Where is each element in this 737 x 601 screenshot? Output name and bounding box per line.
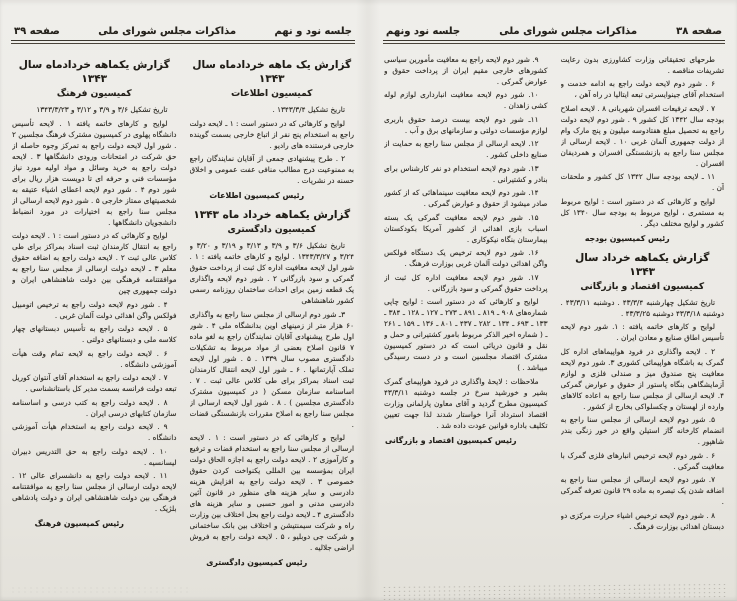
- paragraph: ۵. شور دوم لایحه ارسالی از مجلس سنا راجع به انضمام کارخانه گاز استیلن واقع در خور زنگی بندر شاهپور .: [560, 415, 724, 446]
- paragraph: طرحهای تحقیقاتی وزارت کشاورزی بدون رعایت تشریفات مناقصه .: [560, 54, 724, 75]
- paragraph: لوایح و کارهائی که در دستور است : ۱ ـ لایحه دولت راجع به استخدام پنج نفر از اتباع خارجی بسمت گوینده خارجی فرستنده های رادیو .: [189, 118, 354, 150]
- paragraph: ۶ . لایحه دولت راجع به لایحه تمام وقت هیأت آموزشی دانشگاه .: [12, 348, 177, 369]
- paragraph: ۷ . لایحه ترفیعات افسران شهربانی ۸ . لایحه اصلاح بودجه سال ۱۳۴۲ کل کشور ۹ . شور دوم لایحه دولت راجع به تحصیل مبلغ هفتادوسه میلیون و پنج مارک وام از دولت جمهوری آلمان غربی ۱۰ . لایحه ارسالی از مجلس سنا راجع به بازنشستگی افسران و همردیفان افسران .: [560, 103, 724, 168]
- paragraph: ۱۱ . لایحه دولت راجع به دانشسرای عالی ۱۲ . لایحه دولت ارسالی از مجلس سنا راجع به موافقتنامه فرهنگی بین دولت شاهنشاهی ایران و دولت پادشاهی بلژیک .: [12, 471, 177, 513]
- text-columns: [10, 51, 356, 589]
- paragraph: ۶ . شور دوم لایحه ترخیص انبارهای فلزی گمرک با معافیت گمرکی .: [560, 450, 724, 471]
- paragraph: ۱۷. شور دوم لایحه معافیت اداره کل ثبت از پرداخت حقوق گمرکی و سود بازرگانی .: [384, 272, 548, 293]
- paragraph: لوایح و کارهائی که در دستور است : ۱ . لایحه دولت راجع به انتقال کارمندان ثبت اسناد بمراکز برای طی کلاس عالی ثبت ۲ . لایحه دولت راجع به اضافه حقوق معلم ۳ ـ لایحه دولت ارسالی از مجلس سنا راجع به موافقتنامه فرهنگی بین دولت شاهنشاهی ایران و دولت جمهوری چین: [12, 231, 177, 295]
- page-number: صفحه ۳۸: [676, 26, 722, 37]
- paragraph: تاریخ تشکیل ۱۳۴۳/۳/۴ .: [272, 105, 345, 114]
- paragraph: لوایح و کارهائی که در دستور است : ۱ . لایحه ارسالی از مجلس سنا راجع به استخدام قضات و ترفیع و کارآموزی ۲ . لایحه دولت راجع به اجازه الحاق دولت ایران بمؤسسه بین المللی یکنواخت کردن حقوق خصوصی ۳ . لایحه دولت راجع به افزایش هزینه دادرسی و سایر هزینه های منظور در قانون آئین دادرسی مدنی و امور حسبی و سایر هزینه های دادگستری ۴ ـ لایحه دولت راجع بحل اختلاف بین وزارت راه و شرکت سیمنتیشن و اختلاف بین بانک ساختمانی و شرکت جی دوبلیو ، ۵ . لایحه دولت راجع به فروش اراضی جلالیه .: [189, 433, 354, 552]
- page-title: مذاکرات مجلس شورای ملی: [499, 26, 638, 37]
- signature-line: رئیس کمیسیون دادگستری: [206, 558, 308, 567]
- report-heading: گزارش یکماهه خرداد ماه ۱۳۴۳: [193, 209, 351, 221]
- paragraph: ملاحظات : لایحهٔ واگذاری در فرود هواپیمای گمرک بشیر و خورشید سرخ در جلسه دوشنبه ۴۳/۳/۱۱ کمیسیون مطرح گردید و آقای معاون پارلمانی وزارت اقتصاد استرداد آنرا خواستار شدند لذا جهت تعیین تکلیف باداره قوانین عودت داده شد .: [384, 376, 548, 430]
- paragraph: ۸ . شور دوم لایحه ترخیص اشیاء حرارت مرکزی دو دبستان اهدائی بوزارت فرهنگ .: [560, 510, 724, 531]
- paragraph: تاریخ تشکیل چهارشنبه ۴۳/۳/۴ . دوشنبه ۴۳/۳/۱۱ . دوشنبه ۴۳/۳/۱۸ دوشنبه ۴۳/۳/۲۵ .: [560, 297, 724, 318]
- paragraph: ۷ . لایحه دولت راجع به استخدام آقای آنتوان کوریل تبعه دولت فرانسه بسمت مدیر کل باستانشناسی .: [12, 373, 177, 393]
- paragraph: ۹ . لایحه دولت راجع به استخدام هیأت آموزشی دانشگاه .: [12, 422, 177, 442]
- report-heading: گزارش یکماهه خرداد سال ۱۳۴۳: [575, 251, 710, 278]
- paragraph: ۱۰ . لایحه دولت راجع به حق التدریس دبیران لیسانسیه .: [12, 446, 177, 467]
- commission-name: کمیسیون دادگستری: [227, 225, 316, 235]
- paragraph: ۱۶. شور دوم لایحه ترخیص یک دستگاه فولکس واگن اهدائی دولت آلمان غربی بوزارت فرهنگ .: [384, 248, 548, 268]
- paragraph: لوایح و کارهائی که در دستور است : لوایح چاپی شماره‌های ۹۰۸ ـ ۸۱۹ ـ ۸۹۱ ـ ۲۷۳ ـ ۱۲۷ ـ ۱۲۸ ـ ۳۸۴ ـ ۱۳۳ ـ ۶۹۳ ـ ۱۳۴ ـ ۲۸۲ ـ ۴۳۷ ـ ۸۰۱ ـ ۱۳۶ ـ ۱۵۹ ـ ۲۶۱ ـ ( شماره اخیر الذکر مربوط بامور کشتیرانی و حمل و نقل و قانون دریائی است که در دستور کمیسیون مشترک اقتصاد مجلسین است و در دست رسیدگی میباشد . ): [384, 297, 548, 372]
- column-left: [384, 51, 548, 589]
- paragraph: ۱۰. شور دوم لایحه معافیت انبارداری لوازم لوله کشی زاهدان .: [384, 90, 548, 110]
- paragraph: ۴ . شور دوم لایحه دولت راجع به ترخیص اتومبیل فولکس واگن اهدائی دولت آلمان غربی .: [12, 299, 177, 320]
- signature-line: رئیس کمیسیون بودجه: [584, 233, 670, 243]
- paragraph: ۹. شور دوم لایحه راجع به معافیت مأمورین سیاسی کشورهای خارجی مقیم ایران از پرداخت حقوق و عوارض گمرکی .: [384, 54, 548, 86]
- paragraph: ۲ . طرح پیشنهادی جمعی از آقایان نمایندگان راجع به ممنوعیت درج مطالب منافی عفت عمومی و اخلاق حسنه در نشریات .: [189, 154, 354, 185]
- page-header: [382, 26, 726, 40]
- commission-name: کمیسیون اطلاعات: [231, 89, 313, 99]
- paragraph: ۷. شور دوم لایحه ارسالی از مجلس سنا راجع به اضافه شدن یک تبصره به ماده ۲۹ قانون تعرفه گمرکی .: [560, 475, 724, 506]
- paragraph: ۳ـ شور دوم ارسالی از مجلس سنا راجع به واگذاری ۶۰ هزار متر از زمینهای اوین بدانشگاه ملی ۴ . شور اول طرح پیشنهادی آقایان نمایندگان راجع به لغو ماده ۷ قانون اصلاح بعضی از مواد مربوط به تشکیلات دادگستری مصوب سال ۱۳۳۹ . ۵ . شور اول لایحه تملک آپارتمانها . ۶ ـ شور اول لایحه انتقال کارمندان ثبت اسناد بمراکز برای طی کلاس عالی ثبت . ۷ . اساسنامه سازمان مسکن ( در کمیسیون مشترک دادگستری مجلسین ) . ۸ . شور اول لایحه ارسالی از مجلس سنا راجع به اصلاح مقررات بازنشستگی قضات .: [189, 309, 354, 429]
- paragraph: ۱۳. شور دوم لایحه استخدام دو نفر کارشناس برای بنادر و کشتیرانی .: [384, 163, 548, 184]
- report-heading: گزارش یکماهه خردادماه سال ۱۳۴۳: [18, 59, 170, 85]
- paragraph: تاریخ تشکیل ۳/۶ و ۳/۹ و ۳/۱۳ و ۳/۱۹ و ۳/۲۰ و ۳/۲۴ و ۱۳۴۳/۳/۲۷ . لوایح و کارهای خاتمه یافته : ۱ . شور اول لایحه معافیت اداره کل ثبت از پرداخت حقوق گمرکی و سود بازرگانی ۲ . شور دوم لایحه واگذاری یک قطعه زمین برای احداث ساختمان روزنامه رسمی کشور شاهنشاهی: [189, 241, 354, 305]
- column-right: [190, 51, 355, 589]
- paragraph: ۵ . لایحه دولت راجع به تأسیس دبستانهای چهار کلاسه ملی و دبستانهای دولتی .: [12, 324, 177, 344]
- page-38: [368, 0, 736, 600]
- text-columns: [382, 51, 726, 589]
- commission-name: کمیسیون اقتصاد و بازرگانی: [580, 281, 705, 292]
- column-left: [12, 51, 177, 589]
- paragraph: ۱۴. شور دوم لایحه معافیت سینماهائی که از کشور صادر میشود از حقوق و عوارض گمرکی .: [384, 188, 548, 208]
- page-number: صفحه ۳۹: [14, 26, 60, 37]
- report-heading: گزارش یک ماهه خردادماه سال ۱۳۴۳: [192, 59, 352, 85]
- paragraph: ۶ . شور دوم لایحه دولت راجع به ادامه خدمت و استخدام آقای جینوایسرتی تبعه ایتالیا در راه آهن ،: [560, 79, 724, 99]
- page-title: مذاکرات مجلس شورای ملی: [98, 26, 237, 37]
- paragraph: ۲ . لایحه واگذاری در فرود هواپیماهای اداره کل گمرک به باشگاه هواپیمائی کشوری ۳. شور دوم لایحه معافیت پنج صندوق میز و صندلی فلزی و لوازم آزمایشگاهی بنگاه پاستور از حقوق و عوارض گمرکی ۴. لایحه ارسالی از مجلس سنا راجع به اعاده کالاهای وارده از لهستان و چکسلواکی بخارج از کشور .: [560, 346, 724, 411]
- paragraph: ۱۱ ـ لایحه بودجه سال ۱۳۴۲ کل کشور و ملحقات آن .: [560, 172, 724, 192]
- signature-line: رئیس کمیسیون اقتصاد و بازرگانی: [384, 435, 517, 445]
- header-rule: [11, 40, 355, 44]
- signature-line: رئیس کمیسیون فرهنگ: [34, 519, 124, 528]
- header-rule: [383, 40, 725, 44]
- paragraph: ۱۵. شور دوم لایحه معافیت گمرکی یک بسته اسباب بازی اهدائی از کشور آمریکا بکودکستان بیمارستان بنگاه نیکوکاری .: [384, 212, 548, 244]
- session-label: جلسه نود و نهم: [274, 26, 352, 37]
- page-39: [0, 0, 368, 600]
- paragraph: لوایح و کارهای خاتمه یافته : ۱. شور دوم لایحه تأسیس اطاق صنایع و معادن ایران .: [560, 322, 724, 342]
- session-label: جلسه نود ونهم: [386, 26, 461, 37]
- paragraph: لوایح و کارهای خاتمه یافته ۱ . لایحه تأسیس دانشگاه پهلوی در کمیسیون مشترک فرهنگ مجلسین ۲ . شور اول لایحه دولت راجع به تمرکز وجوه حاصله از حق شرکت در امتحانات ورودی دانشگاهها ۳ . لایحه دولت راجع به خرید وسائل و مواد اولیه مورد نیاز مؤسسات فنی و حرفه ای تا دویست هزار ریال برای شور دوم ۴ . شور دوم لایحه اعطای اشیاء عتیقه به شخصیتهای ممتاز خارجی ۵ . شور دوم لایحه ارسالی از مجلس سنا راجع به اختیارات در مورد انضباط دانشجویان دانشگاهها .: [12, 118, 177, 227]
- paragraph: تاریخ تشکیل ۳/۶ و ۳/۹ و ۳/۱۲ و ۱۳۴۳/۳/۲۳: [36, 105, 168, 114]
- page-header: [10, 26, 356, 40]
- paragraph: ۱۱ـ شور دوم لایحه بیست درصد حقوق باربری لوازم مؤسسات دولتی و سازمانهای برق و آب .: [384, 114, 548, 135]
- paragraph: لوایح و کارهائی که در دستور است : لوایح مربوط به مستمری ، لوایح مربوط به بودجه سال ۱۳۴۰ کل کشور و لوایح مختلف دیگر .: [560, 196, 724, 228]
- commission-name: کمیسیون فرهنگ: [56, 89, 132, 99]
- column-right: [561, 51, 725, 589]
- signature-line: رئیس کمیسیون اطلاعات: [209, 191, 305, 200]
- paragraph: ۸ . لایحه دولت راجع به کتب درسی و اساسنامه سازمان کتابهای درسی ایران .: [12, 397, 177, 418]
- paragraph: ۱۲. لایحه ارسالی از مجلس سنا راجع به حمایت از صنایع داخلی کشور .: [384, 139, 548, 159]
